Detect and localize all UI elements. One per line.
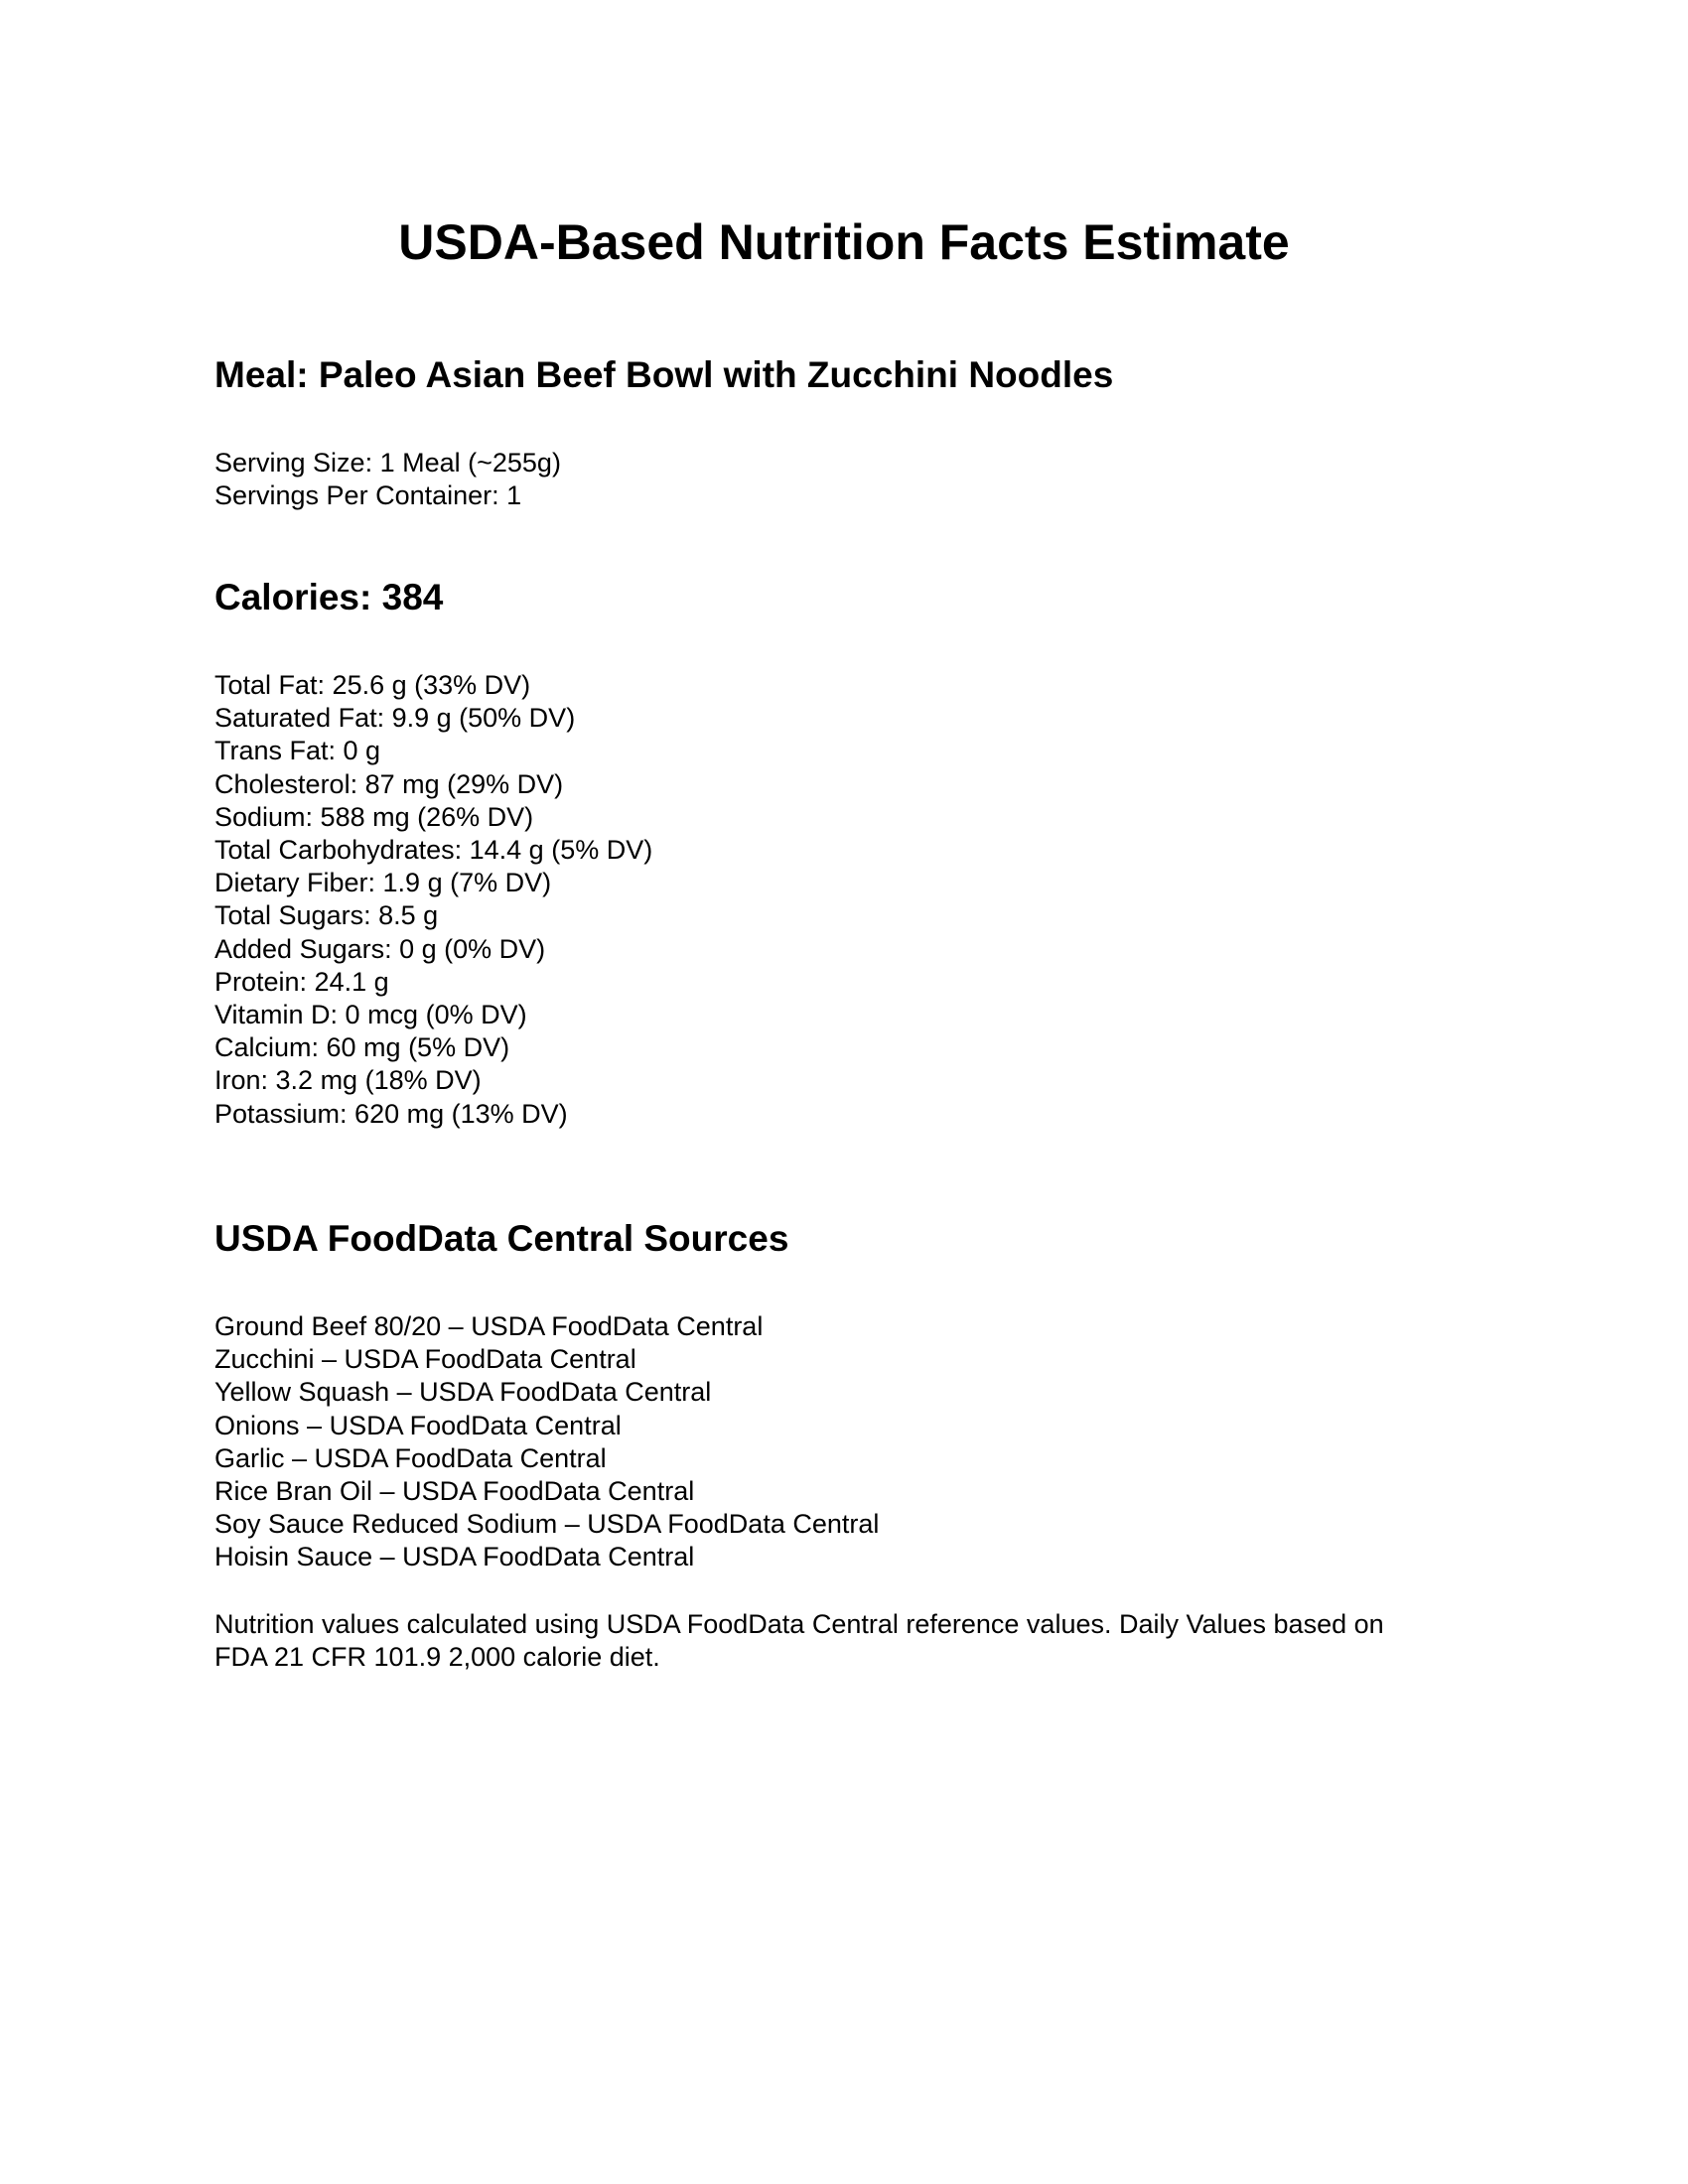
servings-per-container: Servings Per Container: 1 bbox=[214, 480, 522, 511]
footnote bbox=[214, 1608, 1466, 1674]
nutrient-item: Trans Fat: 0 g bbox=[214, 736, 381, 766]
source-list bbox=[214, 1310, 879, 1574]
source-item: Zucchini – USDA FoodData Central bbox=[214, 1344, 636, 1375]
nutrient-item: Total Sugars: 8.5 g bbox=[214, 900, 439, 931]
footnote-line: FDA 21 CFR 101.9 2,000 calorie diet. bbox=[214, 1642, 660, 1673]
nutrient-item: Sodium: 588 mg (26% DV) bbox=[214, 801, 534, 832]
source-item: Soy Sauce Reduced Sodium – USDA FoodData Central bbox=[214, 1509, 880, 1540]
sources-heading: USDA FoodData Central Sources bbox=[214, 1218, 789, 1259]
serving-size: Serving Size: 1 Meal (~255g) bbox=[214, 448, 561, 478]
serving-info bbox=[214, 447, 561, 512]
nutrient-item: Vitamin D: 0 mcg (0% DV) bbox=[214, 1000, 527, 1030]
nutrient-item: Saturated Fat: 9.9 g (50% DV) bbox=[214, 703, 576, 734]
nutrient-item: Dietary Fiber: 1.9 g (7% DV) bbox=[214, 868, 552, 898]
nutrient-item: Potassium: 620 mg (13% DV) bbox=[214, 1098, 568, 1129]
source-item: Rice Bran Oil – USDA FoodData Central bbox=[214, 1476, 695, 1507]
nutrient-item: Cholesterol: 87 mg (29% DV) bbox=[214, 768, 564, 799]
nutrient-item: Protein: 24.1 g bbox=[214, 966, 389, 997]
nutrient-list bbox=[214, 669, 652, 1131]
meal-heading: Meal: Paleo Asian Beef Bowl with Zucchini Noodles bbox=[214, 354, 1114, 395]
source-item: Hoisin Sauce – USDA FoodData Central bbox=[214, 1542, 695, 1572]
nutrient-item: Iron: 3.2 mg (18% DV) bbox=[214, 1065, 482, 1096]
nutrient-item: Calcium: 60 mg (5% DV) bbox=[214, 1032, 510, 1063]
calories-heading: Calories: 384 bbox=[214, 577, 444, 617]
source-item: Garlic – USDA FoodData Central bbox=[214, 1442, 607, 1473]
source-item: Ground Beef 80/20 – USDA FoodData Central bbox=[214, 1311, 764, 1341]
footnote-line: Nutrition values calculated using USDA FoodData Central reference values. Daily Values based on bbox=[214, 1609, 1384, 1639]
document-title: USDA-Based Nutrition Facts Estimate bbox=[398, 214, 1290, 270]
nutrient-item: Total Carbohydrates: 14.4 g (5% DV) bbox=[214, 835, 653, 866]
source-item: Onions – USDA FoodData Central bbox=[214, 1410, 622, 1440]
nutrient-item: Total Fat: 25.6 g (33% DV) bbox=[214, 670, 531, 700]
source-item: Yellow Squash – USDA FoodData Central bbox=[214, 1377, 712, 1408]
nutrient-item: Added Sugars: 0 g (0% DV) bbox=[214, 933, 546, 964]
